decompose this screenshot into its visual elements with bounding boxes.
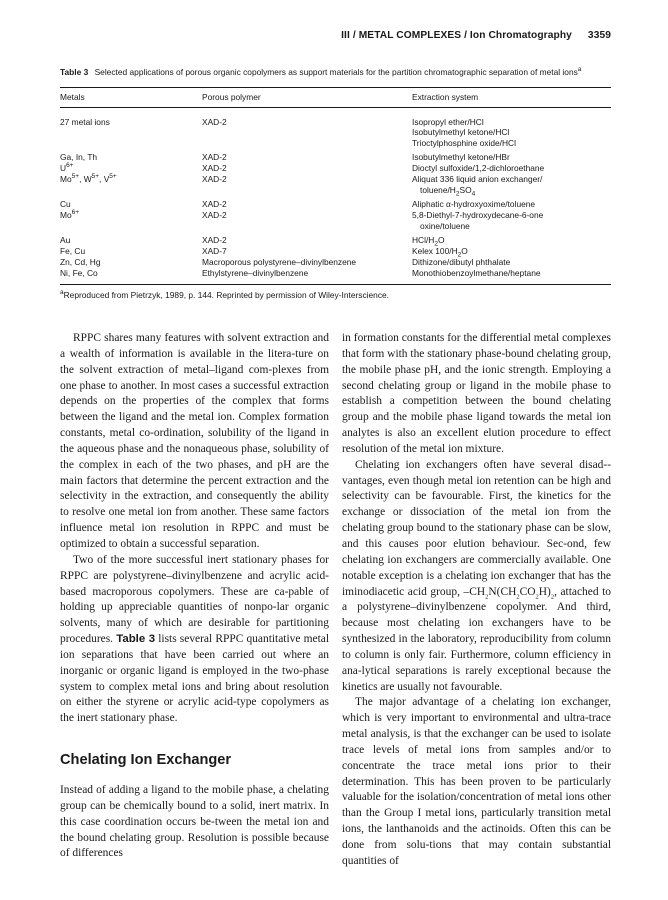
cell-metals: $U^{6+}$	[60, 162, 74, 174]
cell-metals: Ni, Fe, Co	[60, 268, 202, 284]
cell-polymer: XAD-2	[202, 163, 227, 174]
data-table	[60, 87, 611, 285]
cell-metals: $Mo^{5+}$, $W^{5+}$, $V^{5+}$	[60, 173, 117, 185]
table-row	[60, 107, 611, 149]
extraction-line: oxine/toluene	[420, 221, 470, 232]
footnote-mark: a	[60, 288, 64, 296]
table-row	[60, 149, 611, 163]
extraction-line: toluene/$H_2SO_4$	[420, 185, 476, 198]
paragraph: Instead of adding a ligand to the mobile phase, a chelating group can be chemically bound to a solid, inert matrix. In this case coordination occurs be-tween the metal ion and the bound chelating group. Resolution is possible because of differences	[60, 784, 329, 860]
table-label: Table 3	[60, 67, 89, 77]
cell-polymer: XAD-2	[202, 210, 227, 221]
text-column-left	[60, 331, 329, 862]
cell-metals: Fe, Cu	[60, 246, 86, 257]
cell-polymer: XAD-2	[202, 235, 227, 246]
table-row	[60, 246, 611, 257]
cell-extraction: HCl/$H_2O$	[412, 235, 445, 248]
table-row	[60, 163, 611, 174]
cell-extraction: Dioctyl sulfoxide/1,2-dichloroethane	[412, 163, 545, 174]
table-caption-footnote-mark: a	[577, 66, 582, 74]
cell-extraction	[412, 107, 611, 149]
cell-metals: Cu	[60, 199, 71, 210]
cell-metals: 27 metal ions	[60, 116, 110, 127]
cell-polymer: XAD-7	[202, 246, 227, 257]
text-column-right	[342, 331, 611, 870]
table-row	[60, 268, 611, 284]
cell-polymer: XAD-2	[202, 152, 227, 163]
cell-polymer: Macroporous polystyrene–divinylbenzene	[202, 256, 357, 267]
cell-polymer: XAD-2	[202, 116, 227, 127]
paragraph: The major advantage of a chelating ion exchanger, which is very important to environmental and ultra-trace metal analysis, is that the exchanger can be used to isolate trace levels of metal ions from samples and/or to concentrate the trace metal ions prior to their determination. This has been proven to be particularly valuable for the isolation/concentration of metal ions other than the Group I metal ions, particularly transition metal ions, the lanthanoids and the actinoids. Often this can be done from solu-tions that may contain substantial quantities of	[342, 696, 611, 867]
cell-extraction: Kelex $100/H_2O$	[412, 246, 468, 259]
cell-extraction: Dithizone/dibutyl phthalate	[412, 256, 511, 267]
cell-extraction	[412, 210, 611, 232]
paragraph: RPPC shares many features with solvent extraction and a wealth of information is available in the litera-ture on the solvent extraction of metal–ligand com-plexes from one phase to another. In most cases a successful extraction depends on the properties of the complex that forms between the ligand and the metal ion. Complex formation constants, metal co-ordination, solubility of the ligand in the aqueous phase and the nonaqueous phase, solubility of the complex in each of the two phases, and pH are the main factors that determine the percent extraction and the selectivity in the extraction, and consequently the ability to resolve one metal ion from another. These same factors influence metal ion resolution in RPPC and must be optimized to obtain a successful separation.	[60, 332, 329, 550]
cell-metals: Zn, Cd, Hg	[60, 256, 101, 267]
cell-extraction: Isobutylmethyl ketone/HBr	[412, 152, 510, 163]
cell-metals: Au	[60, 235, 71, 246]
table-reference-link[interactable]: Table 3	[116, 633, 156, 646]
paragraph: Chelating ion exchangers often have several disad-vantages, even though metal ion retention can be high and selectivity can be favourable. First, the kinetics for the exchange or dissociation of the metal ion from the chelating group bound to the stationary phase can be slow, and this causes poor elution behaviour. Sec-ond, few chelating ion exchangers are commercially available. One notable exception is a chelating ion exchanger that has the iminodiacetic acid group, $-CH_2N(CH_2CO_2H)_2$, attached to a polystyrene–divinylbenzene copolymer. And third, because most chelating ion exchangers have to be synthesized in the laboratory, reproducibility from column to column is only fair. Furthermore, column efficiency in ana-lytical separations is rarely exceptional because the kinetics are usually not favourable.	[342, 458, 612, 693]
cell-extraction	[412, 174, 611, 196]
cell-extraction: Aliphatic α-hydroxyoxime/toluene	[412, 199, 536, 210]
paragraph: Two of the more successful inert stationary phases for RPPC are polystyrene–divinylbenzene and acrylic acid-based macroporous copolymers. These are ca-pable of holding up appreciable quantities of nonpo-lar organic solvents, many of which are desirable for partitioning procedures. Table 3 lists several RPPC quantitative metal ion separations that have been carried out where an inorganic or organic ligand is employed in the two-phase system to complex metal ions and bring about resolution on either the styrene or acrylic acid-type copolymers as the inert stationary phase.	[60, 553, 330, 725]
cell-polymer: XAD-2	[202, 199, 227, 210]
cell-metals: Ga, In, Th	[60, 152, 98, 163]
extraction-line: 5,8-Diethyl-7-hydroxydecane-6-one	[412, 210, 544, 221]
header-porous-polymer: Porous polymer	[202, 87, 412, 107]
table-row	[60, 257, 611, 268]
page-number: 3359	[587, 30, 611, 41]
table-caption-text: Selected applications of porous organic copolymers as support materials for the partition chromatographic separation of metal ions	[94, 67, 578, 77]
running-head-title: III / METAL COMPLEXES / Ion Chromatography	[341, 30, 572, 41]
cell-polymer: XAD-2	[202, 174, 227, 185]
table-footnote	[60, 290, 611, 300]
table-row	[60, 210, 611, 232]
running-head	[60, 30, 611, 44]
table-row	[60, 232, 611, 246]
table-row	[60, 196, 611, 210]
cell-metals: $Mo^{6+}$	[60, 209, 80, 221]
extraction-line: Aliquat 336 liquid anion exchanger/	[412, 174, 543, 185]
extraction-line: Trioctylphosphine oxide/HCl	[412, 138, 516, 149]
footnote-text: Reproduced from Pietrzyk, 1989, p. 144. Reprinted by permission of Wiley-Interscience.	[63, 289, 390, 300]
cell-polymer: Ethylstyrene–divinylbenzene	[202, 268, 412, 284]
cell-extraction: Monothiobenzoylmethane/heptane	[412, 268, 611, 284]
table-block	[60, 66, 611, 300]
header-metals: Metals	[60, 87, 202, 107]
chemical-formula: $-CH_2N(CH_2CO_2H)_2$	[463, 585, 555, 600]
extraction-line: Isobutylmethyl ketone/HCl	[412, 127, 510, 138]
table-header-row	[60, 87, 611, 107]
header-extraction-system: Extraction system	[412, 87, 611, 107]
table-row	[60, 174, 611, 196]
table-caption	[60, 66, 611, 79]
section-heading: Chelating Ion Exchanger	[60, 752, 232, 769]
extraction-line: Isopropyl ether/HCl	[412, 116, 484, 127]
paragraph: in formation constants for the differential metal complexes that form with the stationary phase-bound chelating group, the mobile phase pH, and the ionic strength. Employing a second chelating group or ligand in the mobile phase to establish a competition between the bound chelating group and the mobile phase ligand towards the metal ion analytes is also an excellent elution procedure to effect resolution of the metal ion mixture.	[342, 332, 611, 455]
